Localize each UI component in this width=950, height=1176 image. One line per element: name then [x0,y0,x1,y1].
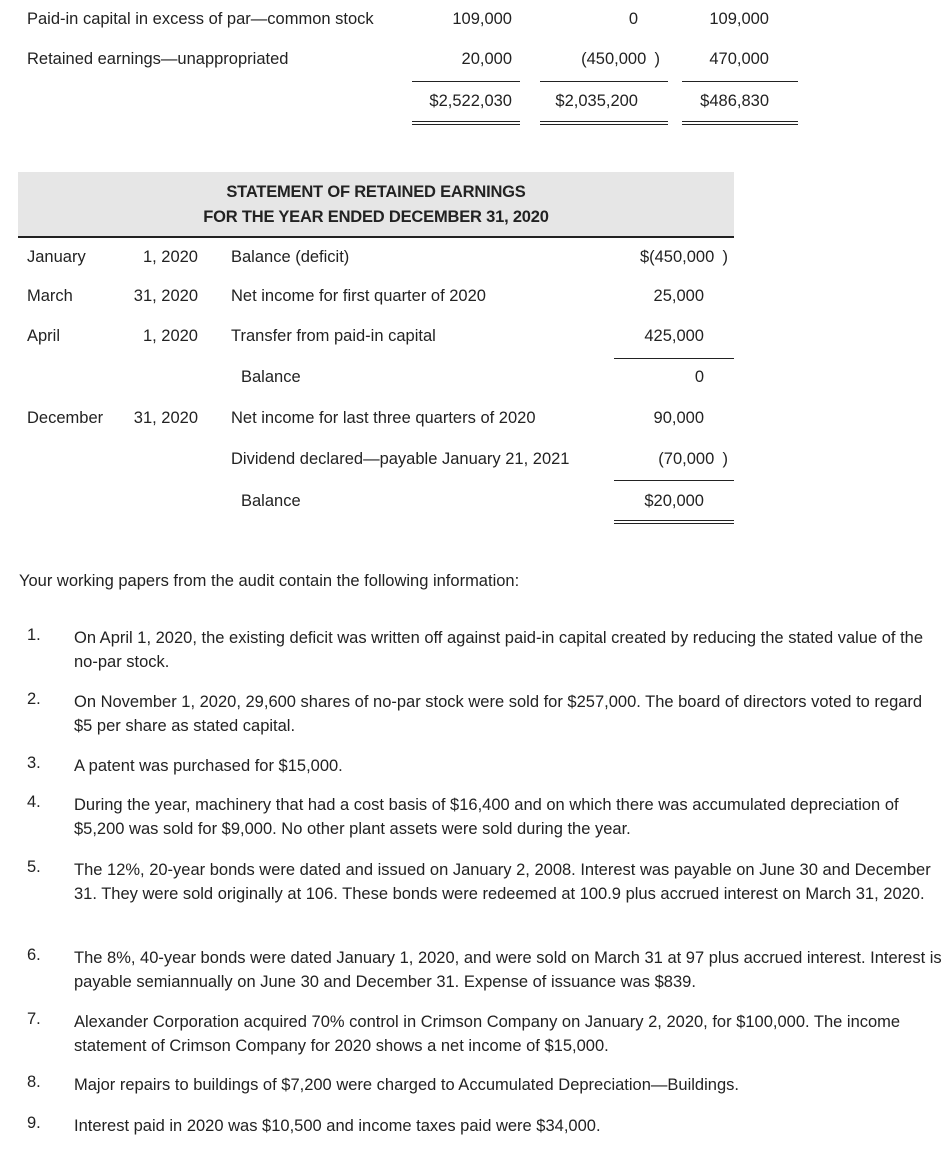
stmt-desc: Balance [241,492,301,510]
item-number: 4. [27,793,41,811]
double-rule [412,121,520,125]
stmt-desc: Balance [241,368,301,386]
bs-row-col3: 109,000 [709,10,769,28]
bs-row-col2: (450,000 ) [581,50,660,68]
item-number: 2. [27,690,41,708]
total-rule [412,81,520,82]
stmt-desc: Net income for first quarter of 2020 [231,287,486,305]
bs-row-label: Retained earnings—unappropriated [27,50,289,68]
statement-title [18,180,734,230]
bs-row-col1: 20,000 [461,50,512,68]
statement-title-line2: FOR THE YEAR ENDED DECEMBER 31, 2020 [203,208,549,226]
stmt-desc: Transfer from paid-in capital [231,327,436,345]
item-text: Major repairs to buildings of $7,200 were charged to Accumulated Depreciation—Buildings. [74,1076,739,1094]
stmt-amount: 425,000 [644,327,704,345]
double-rule [540,121,668,125]
total-rule [540,81,668,82]
item-number: 3. [27,754,41,772]
item-number: 9. [27,1114,41,1132]
stmt-month: March [27,287,73,305]
stmt-day: 31, 2020 [133,287,198,305]
stmt-desc: Dividend declared—payable January 21, 2021 [231,450,570,468]
stmt-amount: 0 [694,368,704,386]
total-rule [682,81,798,82]
stmt-month: January [27,248,86,266]
bs-row-label: Paid-in capital in excess of par—common stock [27,10,374,28]
item-text: The 12%, 20-year bonds were dated and issued on January 2, 2008. Interest was payable on June 30 and December 31. They were sold originally at 106. These bonds were redeemed at 100.9 plus accrued interest on March 31, 2020. [74,861,931,903]
bs-total-col1: $2,522,030 [429,92,512,110]
item-number: 7. [27,1010,41,1028]
stmt-amount: $20,000 [644,492,704,510]
bs-row-col3: 470,000 [709,50,769,68]
item-text: The 8%, 40-year bonds were dated January 1, 2020, and were sold on March 31 at 97 plus accrued interest. Interest is payable semiannually on June 30 and December 31. Expense of issuance was $839. [74,949,942,991]
bs-total-col3: $486,830 [700,92,769,110]
stmt-month: April [27,327,61,345]
stmt-amount: 90,000 [653,409,704,427]
item-text: A patent was purchased for $15,000. [74,757,343,775]
item-number: 1. [27,626,41,644]
stmt-desc: Net income for last three quarters of 2020 [231,409,536,427]
item-text: Interest paid in 2020 was $10,500 and income taxes paid were $34,000. [74,1117,601,1135]
item-number: 6. [27,946,41,964]
bs-row-col2: 0 [628,10,638,28]
intro-text: Your working papers from the audit contain the following information: [19,572,520,590]
bs-row-col1: 109,000 [452,10,512,28]
item-text: On April 1, 2020, the existing deficit was written off against paid-in capital created by reducing the stated value of the no-par stock. [74,629,924,671]
double-rule [682,121,798,125]
statement-title-line1: STATEMENT OF RETAINED EARNINGS [226,183,526,201]
item-text: On November 1, 2020, 29,600 shares of no-par stock were sold for $257,000. The board of directors voted to regard $5 per share as stated capital. [74,693,923,735]
bs-total-col2: $2,035,200 [555,92,638,110]
item-text: During the year, machinery that had a cost basis of $16,400 and on which there was accumulated depreciation of $5,200 was sold for $9,000. No other plant assets were sold during the year. [74,796,899,838]
subtotal-rule [614,480,734,481]
stmt-amount: $(450,000 ) [639,248,728,266]
stmt-month: December [27,409,104,427]
stmt-amount: 25,000 [653,287,704,305]
stmt-day: 1, 2020 [142,248,198,266]
item-text: Alexander Corporation acquired 70% control in Crimson Company on January 2, 2020, for $100,000. The income statement of Crimson Company for 2020 shows a net income of $15,000. [74,1013,901,1055]
subtotal-rule [614,358,734,359]
item-number: 8. [27,1073,41,1091]
double-rule [614,520,734,524]
stmt-day: 1, 2020 [142,327,198,345]
stmt-desc: Balance (deficit) [231,248,350,266]
stmt-amount: (70,000 ) [658,450,728,468]
stmt-day: 31, 2020 [133,409,198,427]
item-number: 5. [27,858,41,876]
